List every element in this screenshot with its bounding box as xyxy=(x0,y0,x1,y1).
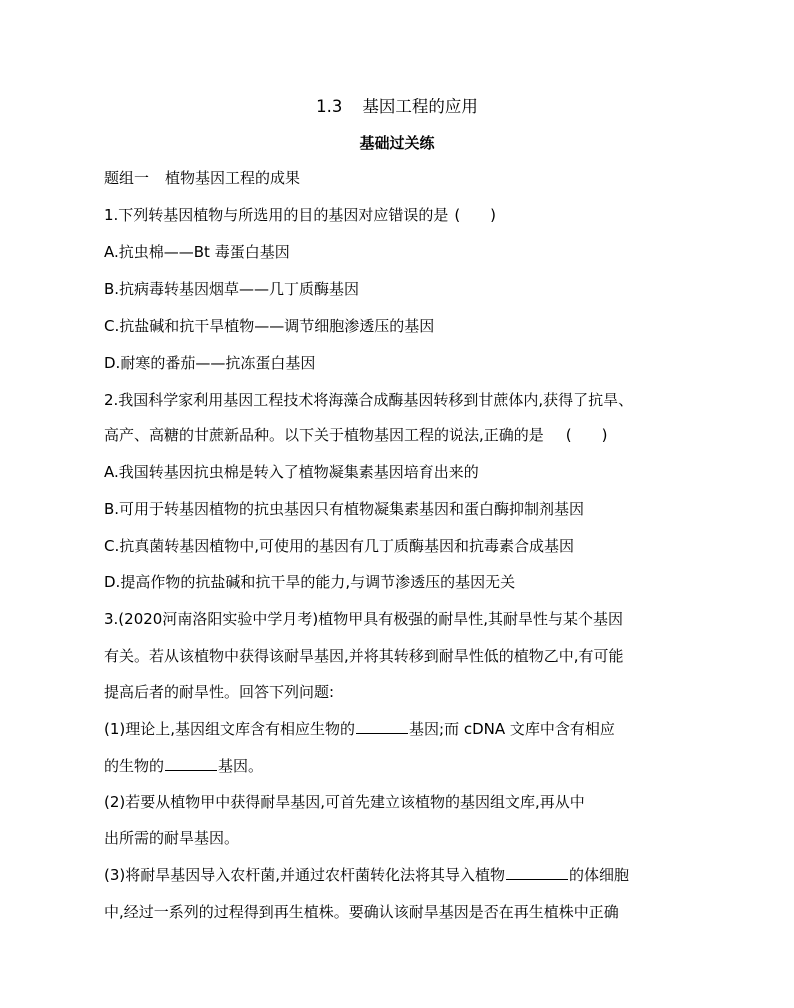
group-name: 植物基因工程的成果 xyxy=(165,169,301,187)
q2-stem-text: 高产、高糖的甘蔗新品种。以下关于植物基因工程的说法,正确的是 xyxy=(104,426,544,444)
q1-option-a: A.抗虫棉——Bt 毒蛋白基因 xyxy=(104,243,290,261)
page-title xyxy=(0,93,794,117)
q3-part2-line1: (2)若要从植物甲中获得耐旱基因,可首先建立该植物的基因组文库,再从中 xyxy=(104,793,585,811)
q3-stem-line1: 3.(2020河南洛阳实验中学月考)植物甲具有极强的耐旱性,其耐旱性与某个基因 xyxy=(104,610,623,628)
answer-blank[interactable] xyxy=(165,756,217,771)
q3-part1-line2 xyxy=(104,756,263,776)
q3-part3-text-b: 的体细胞 xyxy=(569,866,630,884)
q3-part2-line2: 出所需的耐旱基因。 xyxy=(104,829,240,847)
group-heading xyxy=(104,168,300,188)
page-subtitle: 基础过关练 xyxy=(359,134,435,152)
group-label: 题组一 xyxy=(104,169,150,187)
q2-option-b: B.可用于转基因植物的抗虫基因只有植物凝集素基因和蛋白酶抑制剂基因 xyxy=(104,500,585,518)
q3-part1-text-a: (1)理论上,基因组文库含有相应生物的 xyxy=(104,720,356,738)
q3-stem-line2: 有关。若从该植物中获得该耐旱基因,并将其转移到耐旱性低的植物乙中,有可能 xyxy=(104,647,624,665)
q3-part1-text-b: 基因;而 cDNA 文库中含有相应 xyxy=(409,720,615,738)
q3-part3-line1 xyxy=(104,865,629,885)
q3-part1-text-d: 基因。 xyxy=(218,757,264,775)
section-title: 基因工程的应用 xyxy=(362,97,478,116)
section-number: 1.3 xyxy=(316,97,343,116)
answer-blank[interactable] xyxy=(356,719,408,734)
q1-stem xyxy=(104,205,496,225)
q3-part1-line1 xyxy=(104,719,615,739)
q2-option-c: C.抗真菌转基因植物中,可使用的基因有几丁质酶基因和抗毒素合成基因 xyxy=(104,537,575,555)
q2-answer-paren: ( ) xyxy=(565,426,608,444)
q3-stem-line3: 提高后者的耐旱性。回答下列问题: xyxy=(104,683,335,701)
q2-option-d: D.提高作物的抗盐碱和抗干旱的能力,与调节渗透压的基因无关 xyxy=(104,573,516,591)
q2-stem-line1: 2.我国科学家利用基因工程技术将海藻合成酶基因转移到甘蔗体内,获得了抗旱、 xyxy=(104,391,634,409)
q2-stem-line2 xyxy=(104,425,608,445)
q1-answer-paren: ( ) xyxy=(454,206,497,224)
q1-option-d: D.耐寒的番茄——抗冻蛋白基因 xyxy=(104,354,316,372)
q3-part3-line2: 中,经过一系列的过程得到再生植株。要确认该耐旱基因是否在再生植株中正确 xyxy=(104,903,619,921)
q3-part1-text-c: 的生物的 xyxy=(104,757,165,775)
q2-option-a: A.我国转基因抗虫棉是转入了植物凝集素基因培育出来的 xyxy=(104,463,479,481)
q1-option-b: B.抗病毒转基因烟草——几丁质酶基因 xyxy=(104,280,360,298)
q1-option-c: C.抗盐碱和抗干旱植物——调节细胞渗透压的基因 xyxy=(104,317,435,335)
answer-blank[interactable] xyxy=(506,865,568,880)
q1-stem-text: 1.下列转基因植物与所选用的目的基因对应错误的是 xyxy=(104,206,449,224)
q3-part3-text-a: (3)将耐旱基因导入农杆菌,并通过农杆菌转化法将其导入植物 xyxy=(104,866,506,884)
